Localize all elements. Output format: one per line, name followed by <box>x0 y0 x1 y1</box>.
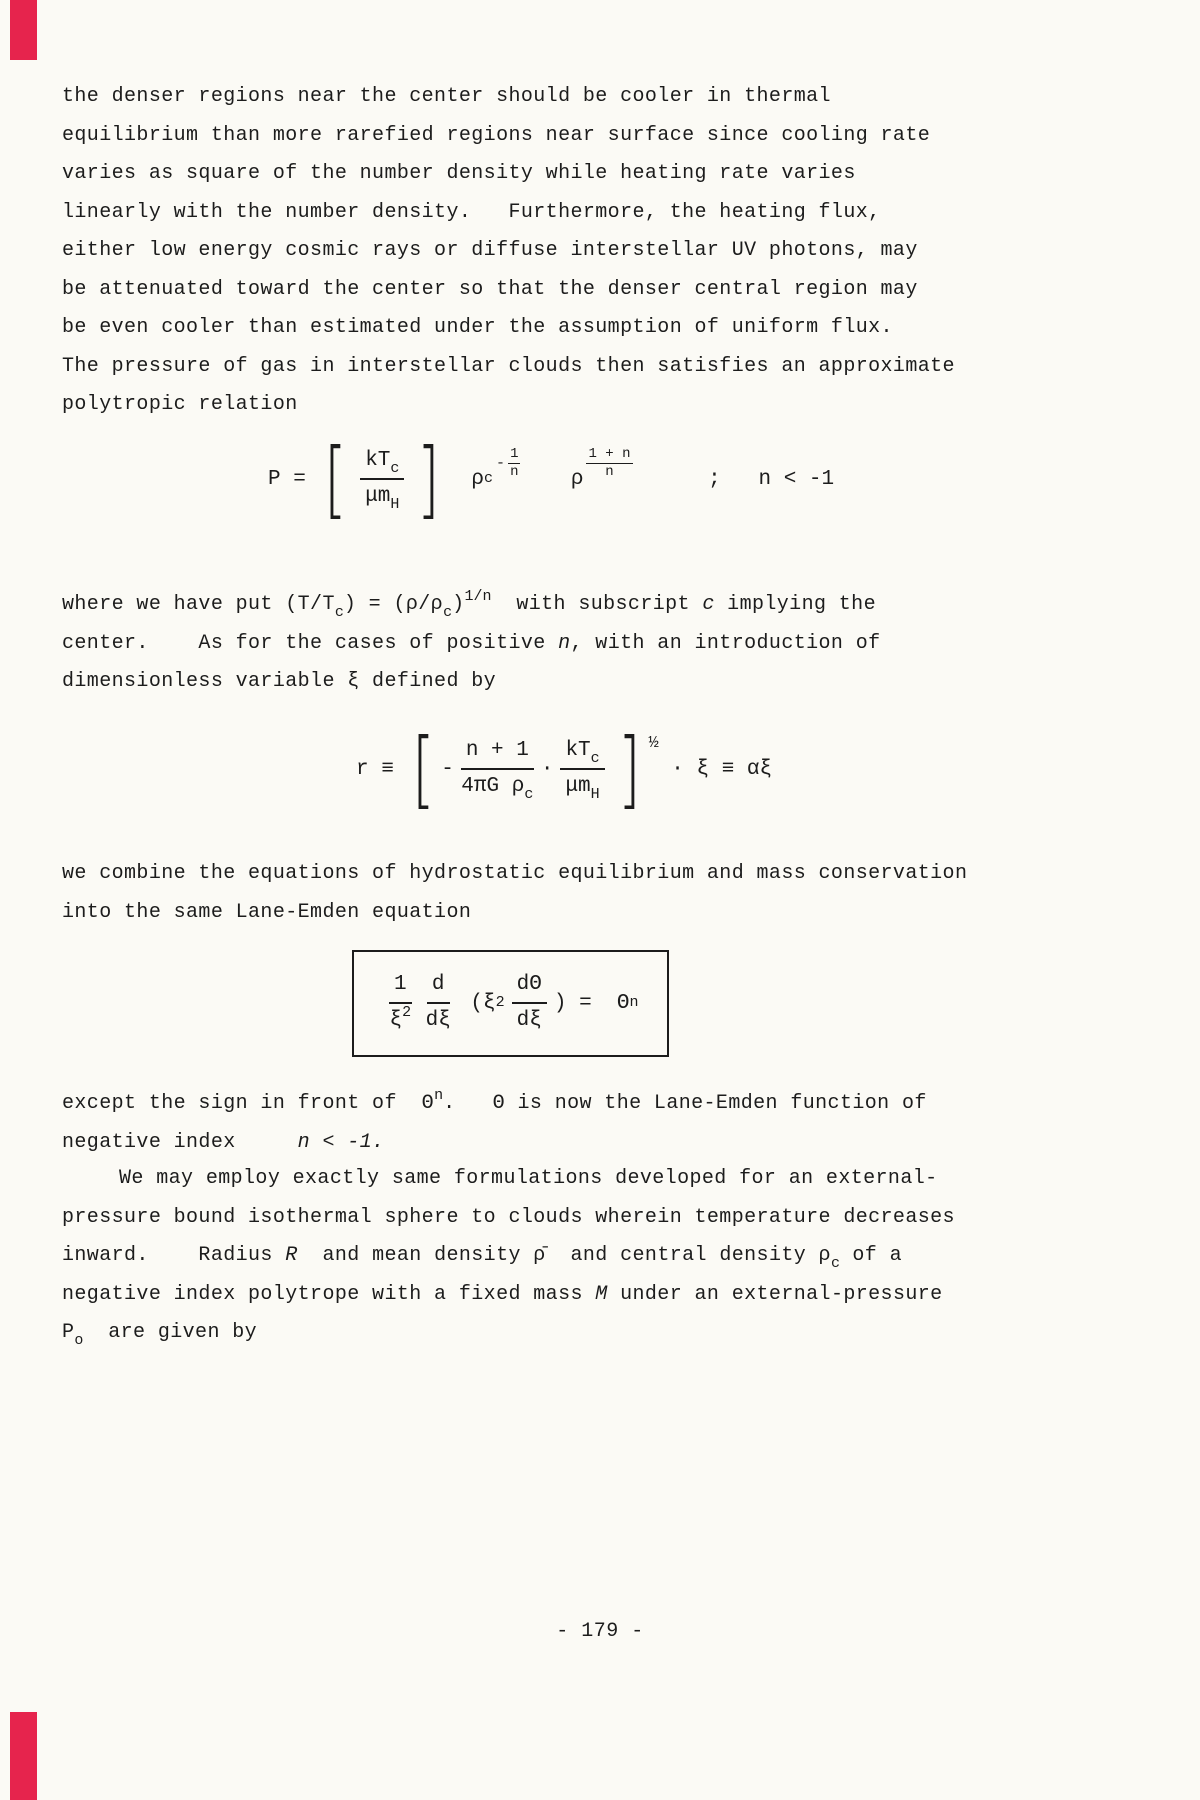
eq1-frac-num: kT <box>365 449 391 472</box>
exp-den: n <box>510 463 519 480</box>
italic-n: n <box>558 631 571 655</box>
subscript-c: c <box>830 1255 840 1272</box>
text-line <box>62 1085 927 1124</box>
text-run: inward. Radius <box>62 1244 286 1267</box>
frac-den: dξ <box>516 1009 542 1033</box>
subscript-o: o <box>74 1332 84 1349</box>
text-run: ) = (ρ/ρ <box>343 593 444 616</box>
frac-num: n + 1 <box>461 738 534 770</box>
eq2-lhs: r ≡ <box>356 757 407 781</box>
paragraph-thermal-equilibrium <box>62 78 955 425</box>
text-run: . Θ is now the Lane-Emden function of <box>443 1092 927 1115</box>
text-line <box>62 1124 927 1163</box>
superscript-2: 2 <box>402 1004 412 1022</box>
text-run: where we have put (T/T <box>62 593 335 616</box>
frac-den: μm <box>565 775 591 799</box>
rho-central: ρ <box>446 467 485 491</box>
rho: ρ <box>520 467 584 491</box>
text-line: either low energy cosmic rays or diffuse interstellar UV photons, may <box>62 239 918 262</box>
fraction-d-over-dxi <box>426 972 451 1035</box>
exponent-one-plus-n-over-n <box>586 447 632 479</box>
text-run: under an external-pressure <box>607 1282 943 1306</box>
text-line: polytropic relation <box>62 393 298 416</box>
equals-theta: = Θ <box>566 991 630 1015</box>
text-run: implying the <box>714 593 876 616</box>
paragraph-subscript-definition <box>62 586 881 702</box>
fraction-dtheta-over-dxi <box>512 972 547 1035</box>
italic-c: c <box>702 593 715 616</box>
exp-num: 1 <box>510 446 519 463</box>
italic-R: R <box>285 1244 298 1267</box>
lane-emden-equation-box <box>352 950 669 1057</box>
frac-num: d <box>427 972 450 1004</box>
close-paren: ) <box>553 991 567 1015</box>
text-line <box>62 586 881 625</box>
fraction-one-over-xi-squared <box>389 972 412 1035</box>
text-line <box>62 1237 955 1276</box>
paragraph-lane-emden-intro <box>62 855 967 932</box>
eq1-condition: ; n < -1 <box>632 467 835 491</box>
paragraph-external-pressure <box>62 1160 955 1353</box>
text-run: are given by <box>83 1321 258 1344</box>
subscript-c: c <box>443 604 453 621</box>
frac-den: dξ <box>425 1009 451 1033</box>
text-run: center. As for the cases of positive <box>62 631 559 655</box>
superscript-n: n <box>434 1087 444 1104</box>
text-line: linearly with the number density. Furthermore, the heating flux, <box>62 200 881 224</box>
text-line: be attenuated toward the center so that the denser central region may <box>62 277 918 301</box>
page-number: - 179 - <box>556 1620 644 1643</box>
fraction-n-plus-1-over-4piGrho <box>461 738 534 804</box>
text-line <box>62 625 881 664</box>
frac-den: 4πG ρ <box>461 775 525 799</box>
text-run: with subscript <box>491 593 703 616</box>
text-line: varies as square of the number density while heating rate varies <box>62 162 856 185</box>
text-line: the denser regions near the center should be cooler in thermal <box>62 85 831 108</box>
frac-den: ξ <box>389 1009 403 1033</box>
minus-sign: - <box>441 757 454 781</box>
exponent-one-half: ½ <box>648 733 659 753</box>
text-line <box>62 1276 955 1315</box>
text-run: , with an introduction of <box>570 631 881 655</box>
eq1-frac-den: μm <box>365 485 391 509</box>
text-run: except the sign in front of Θ <box>62 1092 435 1115</box>
subscript-c: c <box>334 604 344 621</box>
text-line: The pressure of gas in interstellar clouds then satisfies an approximate <box>62 354 955 378</box>
text-run: and central density <box>545 1244 819 1267</box>
subscript-H: H <box>390 496 400 514</box>
minus-sign: - <box>496 454 506 472</box>
equation-polytropic-pressure: P = [ $\frac{kT_c}{\mu m_H}$ ] ρ c - $\frac{1}{n}$ ρ $\frac{1 + n}{n}$ ; n < -1 <box>268 430 835 529</box>
text-line: dimensionless variable ξ defined by <box>62 670 497 693</box>
subscript-c: c <box>524 786 534 804</box>
subscript-H: H <box>590 786 600 804</box>
eq1-lhs: P = <box>268 467 319 491</box>
fraction-ktc-over-mumh <box>360 448 404 514</box>
equation-box-border: $\frac{1}{\xi^2}$ $\frac{d}{d\xi}$ (ξ 2 $\frac{d\Theta}{d\xi}$ ) = Θ n <box>352 950 669 1057</box>
rho-bar: ρ̄ <box>533 1244 546 1267</box>
fraction-ktc-over-mumh <box>560 738 604 804</box>
text-line: equilibrium than more rarefied regions near surface since cooling rate <box>62 123 931 147</box>
text-line: into the same Lane-Emden equation <box>62 900 472 924</box>
frac-num: 1 <box>389 972 412 1004</box>
rho: ρ <box>818 1244 831 1267</box>
italic-M: M <box>595 1282 608 1306</box>
scan-artifact-red-bar-bottom <box>10 1712 37 1800</box>
multiplication-dot: · <box>540 757 554 781</box>
exponent-minus-one-over-n <box>496 447 520 479</box>
text-line: we combine the equations of hydrostatic equilibrium and mass conservation <box>62 862 968 885</box>
scan-artifact-red-bar-top <box>10 0 37 60</box>
exp-num: 1 + n <box>588 446 631 463</box>
eq2-tail: · ξ ≡ αξ <box>658 757 773 781</box>
text-run: and mean density <box>297 1244 534 1267</box>
paragraph-sign-exception <box>62 1085 927 1162</box>
text-line <box>62 1314 955 1353</box>
italic-condition: n < -1. <box>297 1130 385 1154</box>
text-line: We may employ exactly same formulations developed for an external- <box>119 1167 938 1190</box>
subscript-c: c <box>590 750 600 767</box>
subscript-c: c <box>390 460 400 477</box>
open-paren-xi: (ξ <box>457 991 496 1015</box>
text-run: of a <box>839 1244 902 1267</box>
text-run: negative index <box>62 1130 298 1154</box>
text-run: ) <box>452 593 465 616</box>
pressure-P: P <box>62 1321 75 1344</box>
frac-num: dΘ <box>512 972 547 1004</box>
superscript-one-over-n: 1/n <box>464 588 492 605</box>
equation-xi-definition: r ≡ [ - $\frac{n + 1}{4\pi G \rho_c}$ · $\frac{kT_c}{\mu m_H}$ ] ½ · ξ ≡ αξ <box>356 720 773 819</box>
text-line: pressure bound isothermal sphere to clouds wherein temperature decreases <box>62 1205 955 1229</box>
frac-num: kT <box>565 739 591 762</box>
exp-den: n <box>605 463 614 480</box>
text-run: negative index polytrope with a fixed mass <box>62 1282 596 1306</box>
text-line: be even cooler than estimated under the assumption of uniform flux. <box>62 316 893 339</box>
